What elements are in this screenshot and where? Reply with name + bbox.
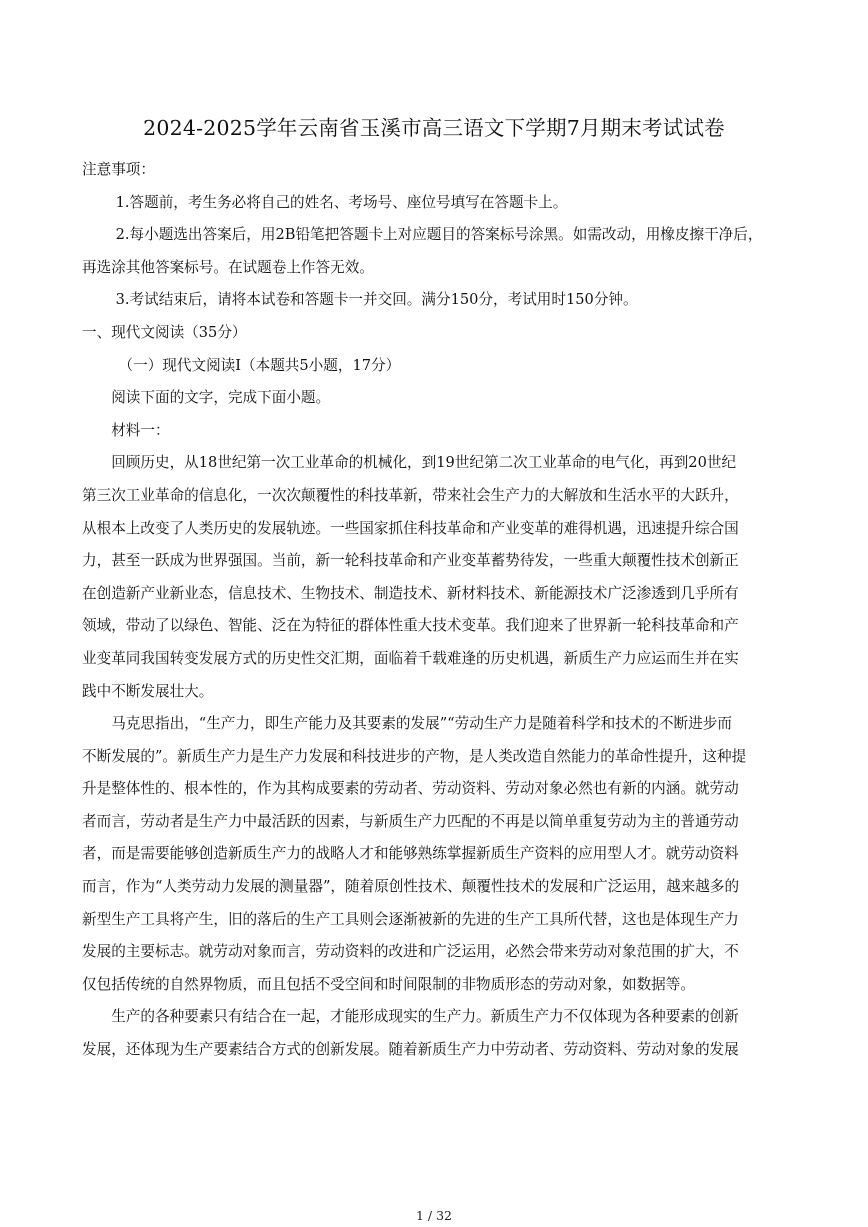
document-body (82, 154, 794, 1067)
paragraph-line: 马克思指出，“生产力，即生产能力及其要素的发展”“劳动生产力是随着科学和技术的不断进步而 (111, 715, 732, 733)
subsection-heading: （一）现代文阅读Ⅰ（本题共5小题，17分） (118, 356, 401, 374)
paragraph-2 (82, 708, 794, 1001)
paragraph-line: 发展，还体现为生产要素结合方式的创新发展。随着新质生产力中劳动者、劳动资料、劳动对象的发展 (82, 1041, 739, 1059)
paragraph-line: 者，而是需要能够创造新质生产力的战略人才和能够熟练掌握新质生产资料的应用型人才。就劳动资料 (82, 845, 739, 863)
notice-item-2: 2.每小题选出答案后，用2B铅笔把答题卡上对应题目的答案标号涂黑。如需改动，用橡皮擦干净后， (115, 226, 763, 244)
paragraph-line: 升是整体性的、根本性的，作为其构成要素的劳动者、劳动资料、劳动对象必然也有新的内涵。就劳动 (82, 780, 739, 798)
paragraph-line: 力，甚至一跃成为世界强国。当前，新一轮科技革命和产业变革蓄势待发，一些重大颠覆性技术创新正 (82, 552, 739, 570)
paragraph-1 (82, 447, 794, 708)
paragraph-line: 回顾历史，从18世纪第一次工业革命的机械化，到19世纪第二次工业革命的电气化，再到20世纪 (111, 454, 737, 472)
paragraph-line: 业变革同我国转变发展方式的历史性交汇期，面临着千载难逢的历史机遇，新质生产力应运而生并在实 (82, 649, 739, 667)
page-number: 1 / 32 (415, 1208, 453, 1223)
paragraph-line: 者而言，劳动者是生产力中最活跃的因素，与新质生产力匹配的不再是以简单重复劳动为主的普通劳动 (82, 812, 739, 830)
paragraph-line: 领域，带动了以绿色、智能、泛在为特征的群体性重大技术变革。我们迎来了世界新一轮科技革命和产 (82, 617, 739, 635)
paragraph-line: 仅包括传统的自然界物质，而且包括不受空间和时间限制的非物质形态的劳动对象，如数据等。 (82, 975, 695, 993)
section-heading: 一、现代文阅读（35分） (82, 323, 247, 341)
paragraph-line: 发展的主要标志。就劳动对象而言，劳动资料的改进和广泛运用，必然会带来劳动对象范围的扩大，不 (82, 943, 739, 961)
paragraph-line: 践中不断发展壮大。 (82, 682, 214, 700)
document-title: 2024-2025学年云南省玉溪市高三语文下学期7月期末考试试卷 (143, 116, 725, 140)
paragraph-line: 新型生产工具将产生，旧的落后的生产工具则会逐渐被新的先进的生产工具所代替，这也是体现生产力 (82, 910, 739, 928)
notice-item-2-continued: 再选涂其他答案标号。在试题卷上作答无效。 (82, 258, 374, 276)
notice-heading: 注意事项： (82, 161, 155, 178)
material-label: 材料一： (111, 421, 170, 439)
paragraph-line: 不断发展的”。新质生产力是生产力发展和科技进步的产物，是人类改造自然能力的革命性提升，这种提 (82, 747, 747, 765)
paragraph-line: 在创造新产业新业态，信息技术、生物技术、制造技术、新材料技术、新能源技术广泛渗透到几乎所有 (82, 584, 739, 602)
paragraph-line: 而言，作为“人类劳动力发展的测量器”，随着原创性技术、颠覆性技术的发展和广泛运用，越来越多的 (82, 878, 740, 896)
paragraph-line: 生产的各种要素只有结合在一起，才能形成现实的生产力。新质生产力不仅体现为各种要素的创新 (111, 1008, 739, 1026)
notice-item-3: 3.考试结束后，请将本试卷和答题卡一并交回。满分150分，考试用时150分钟。 (115, 291, 638, 309)
paragraph-line: 从根本上改变了人类历史的发展轨迹。一些国家抓住科技革命和产业变革的难得机遇，迅速提升综合国 (82, 519, 739, 537)
reading-instruction: 阅读下面的文字，完成下面小题。 (111, 389, 331, 407)
notice-item-1: 1.答题前，考生务必将自己的姓名、考场号、座位号填写在答题卡上。 (115, 193, 568, 211)
paragraph-line: 第三次工业革命的信息化，一次次颠覆性的科技革新，带来社会生产力的大解放和生活水平的大跃升， (82, 486, 739, 504)
paragraph-3 (82, 1001, 794, 1066)
